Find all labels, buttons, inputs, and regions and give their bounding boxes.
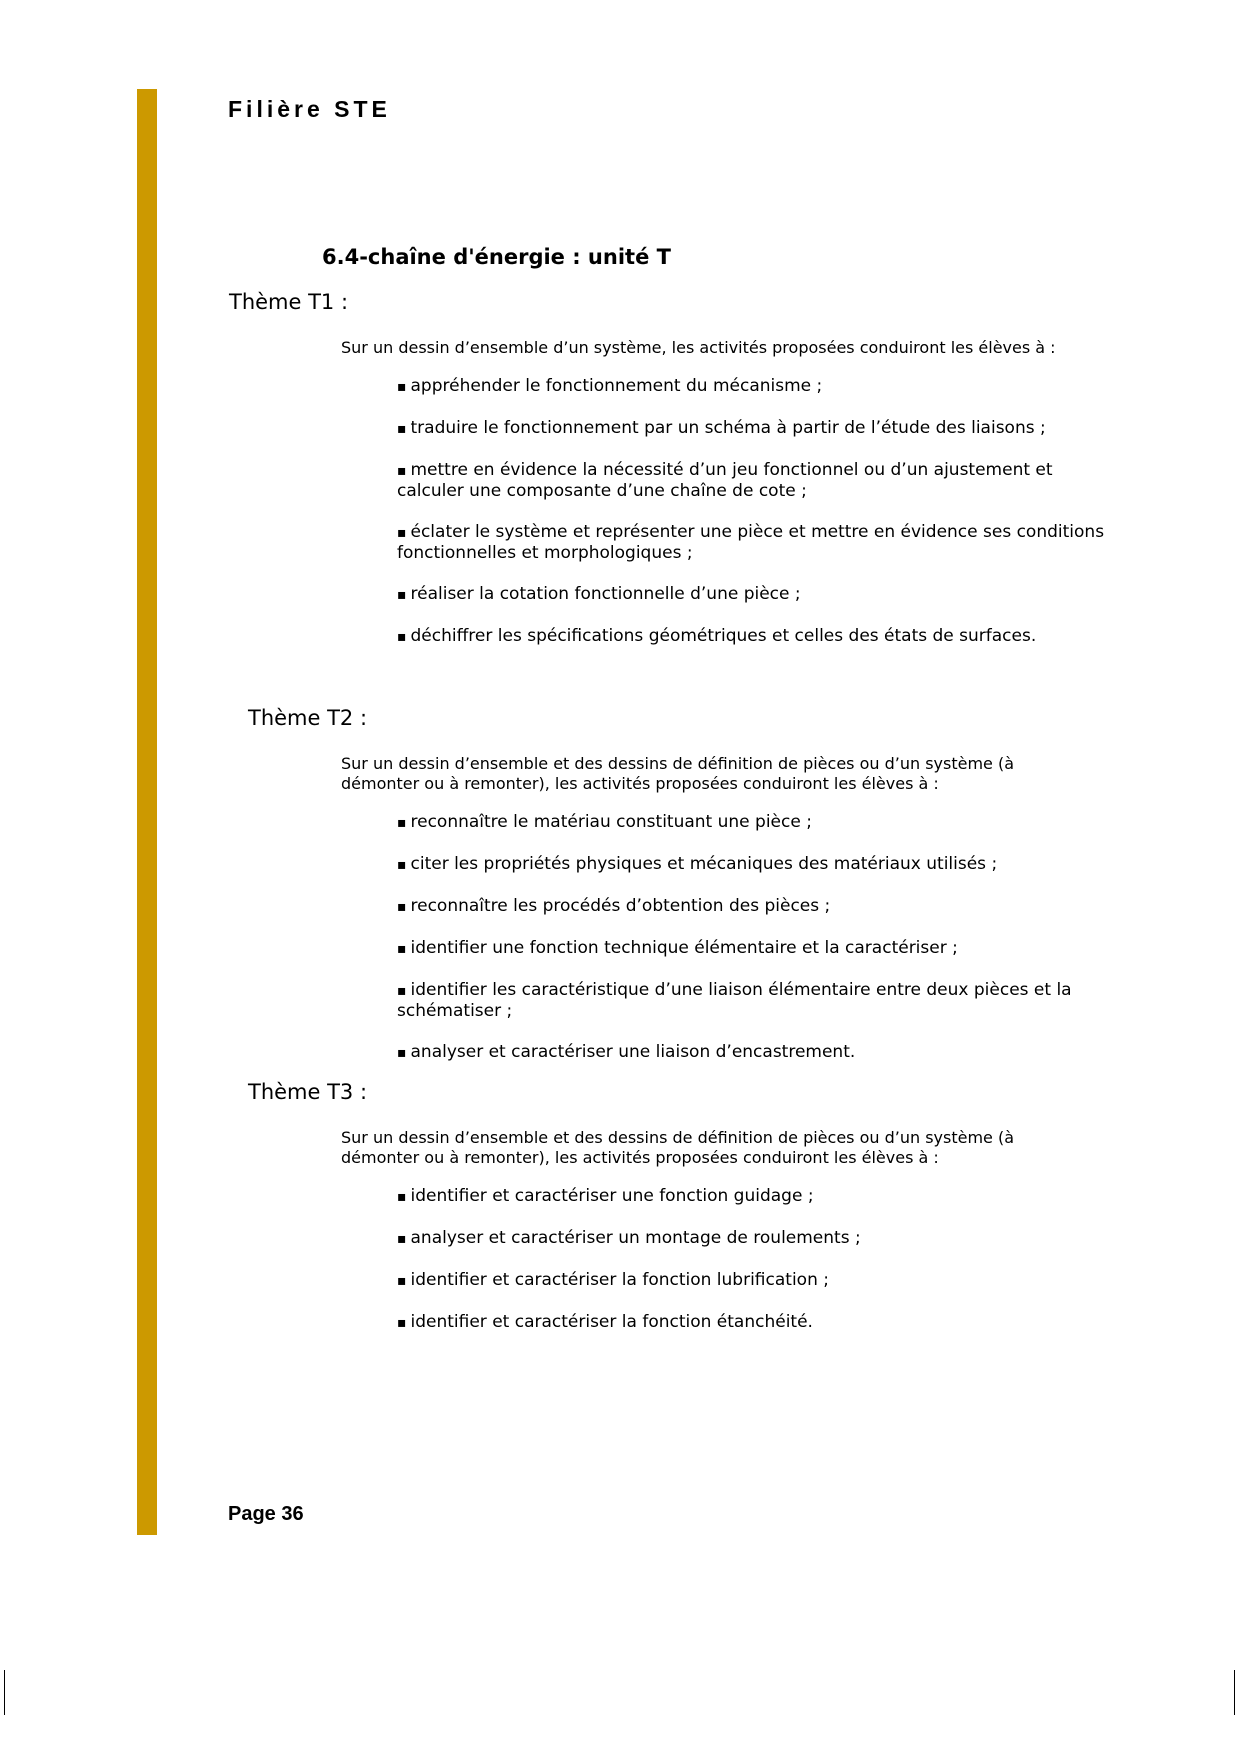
theme-t2: [248, 706, 1240, 1084]
theme-item-list: [397, 376, 1107, 647]
theme-t3: [248, 1080, 1240, 1354]
list-item: ▪ identifier une fonction technique élémentaire et la caractériser ;: [397, 938, 1107, 959]
crop-mark-left: [4, 1670, 5, 1715]
theme-heading: Thème T2 :: [248, 706, 368, 730]
list-item: ▪ appréhender le fonctionnement du mécanisme ;: [397, 376, 1107, 397]
crop-mark-right: [1234, 1670, 1235, 1715]
theme-heading: Thème T1 :: [229, 290, 349, 314]
list-item: ▪ citer les propriétés physiques et mécaniques des matériaux utilisés ;: [397, 854, 1107, 875]
list-item: ▪ reconnaître les procédés d’obtention des pièces ;: [397, 896, 1107, 917]
list-item: ▪ reconnaître le matériau constituant une pièce ;: [397, 812, 1107, 833]
section-title: 6.4-chaîne d'énergie : unité T: [322, 245, 671, 269]
side-accent-bar: [137, 89, 157, 1535]
header-title: Filière STE: [228, 96, 391, 122]
list-item: ▪ identifier les caractéristique d’une liaison élémentaire entre deux pièces et la schématiser ;: [397, 980, 1107, 1021]
theme-t1: [229, 290, 1229, 668]
theme-heading: Thème T3 :: [248, 1080, 368, 1104]
list-item: ▪ identifier et caractériser une fonction guidage ;: [397, 1186, 1107, 1207]
theme-item-list: [397, 1186, 1107, 1333]
page-number: Page 36: [228, 1503, 304, 1525]
list-item: ▪ déchiffrer les spécifications géométriques et celles des états de surfaces.: [397, 626, 1107, 647]
list-item: ▪ mettre en évidence la nécessité d’un jeu fonctionnel ou d’un ajustement et calculer une composante d’une chaîne de cote ;: [397, 460, 1107, 501]
list-item: ▪ identifier et caractériser la fonction lubrification ;: [397, 1270, 1107, 1291]
list-item: ▪ éclater le système et représenter une pièce et mettre en évidence ses conditions fonctionnelles et morphologiques ;: [397, 522, 1107, 563]
list-item: ▪ traduire le fonctionnement par un schéma à partir de l’étude des liaisons ;: [397, 418, 1107, 439]
list-item: ▪ analyser et caractériser une liaison d’encastrement.: [397, 1042, 1107, 1063]
theme-intro: Sur un dessin d’ensemble d’un système, les activités proposées conduiront les élèves à :: [341, 338, 1056, 357]
theme-intro: Sur un dessin d’ensemble et des dessins de définition de pièces ou d’un système (à démonter ou à remonter), les activités proposées conduiront les élèves à :: [341, 754, 1015, 793]
theme-item-list: [397, 812, 1107, 1063]
list-item: ▪ réaliser la cotation fonctionnelle d’une pièce ;: [397, 584, 1107, 605]
list-item: ▪ analyser et caractériser un montage de roulements ;: [397, 1228, 1107, 1249]
theme-intro: Sur un dessin d’ensemble et des dessins de définition de pièces ou d’un système (à démonter ou à remonter), les activités proposées conduiront les élèves à :: [341, 1128, 1015, 1167]
list-item: ▪ identifier et caractériser la fonction étanchéité.: [397, 1312, 1107, 1333]
